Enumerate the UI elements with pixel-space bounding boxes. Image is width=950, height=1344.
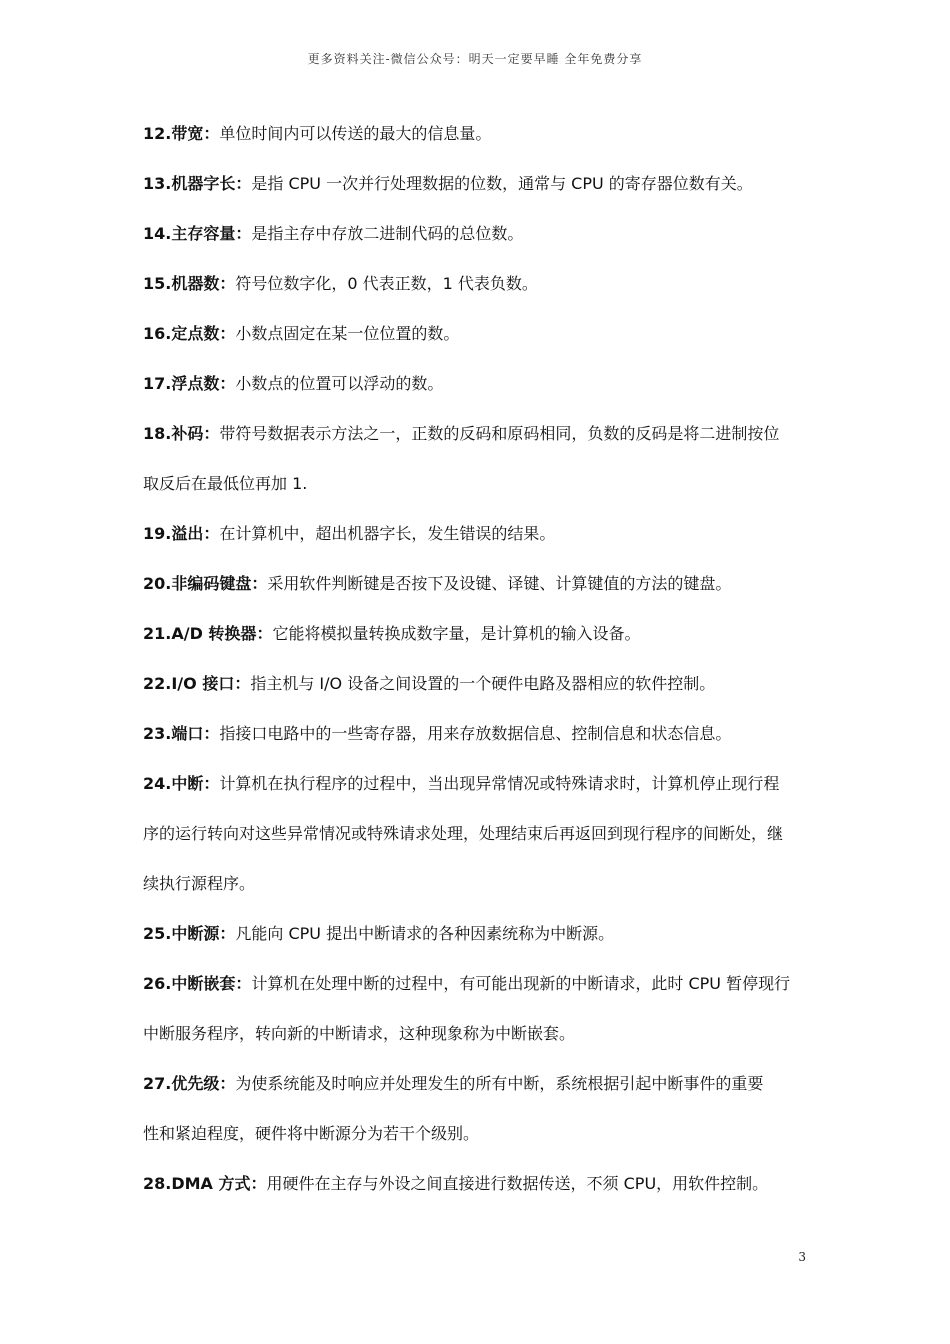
term-entry (143, 372, 813, 396)
term-definition: 指接口电路中的一些寄存器，用来存放数据信息、控制信息和状态信息。 (219, 724, 732, 743)
term-number: 13. (143, 174, 172, 193)
term-separator: ： (219, 924, 236, 943)
term-name: 溢出 (171, 524, 204, 543)
term-line (143, 622, 813, 646)
term-name: 非编码键盘 (171, 574, 252, 593)
terms-list (143, 122, 813, 1222)
term-definition: 指主机与 I/O 设备之间设置的一个硬件电路及器相应的软件控制。 (250, 674, 716, 693)
term-separator: ： (235, 174, 252, 193)
term-label (143, 274, 219, 293)
term-definition: 计算机在处理中断的过程中，有可能出现新的中断请求，此时 CPU 暂停现行 (251, 974, 791, 993)
page-header: 更多资料关注-微信公众号：明天一定要早睡 全年免费分享 (307, 52, 643, 66)
term-separator: ： (203, 724, 220, 743)
term-entry (143, 622, 813, 646)
term-definition: 小数点固定在某一位位置的数。 (235, 324, 460, 343)
term-number: 25. (143, 924, 172, 943)
term-entry (143, 222, 813, 246)
term-number: 12. (143, 124, 172, 143)
term-name: 中断 (171, 774, 204, 793)
term-definition: 计算机在执行程序的过程中，当出现异常情况或特殊请求时，计算机停止现行程 (219, 774, 780, 793)
term-definition: 序的运行转向对这些异常情况或特殊请求处理，处理结束后再返回到现行程序的间断处，继 (143, 824, 784, 843)
term-number: 27. (143, 1074, 172, 1093)
term-entry (143, 122, 813, 146)
term-label (143, 174, 235, 193)
term-separator: ： (219, 374, 236, 393)
term-name: 中断嵌套 (171, 974, 236, 993)
term-entry (143, 422, 813, 496)
term-line (143, 522, 813, 546)
term-line (143, 372, 813, 396)
term-entry (143, 922, 813, 946)
term-name: A/D 转换器 (171, 624, 257, 643)
term-name: 机器数 (171, 274, 220, 293)
term-definition: 单位时间内可以传送的最大的信息量。 (219, 124, 492, 143)
term-separator: ： (203, 774, 220, 793)
term-definition: 性和紧迫程度，硬件将中断源分为若干个级别。 (143, 1124, 480, 1143)
term-label (143, 324, 219, 343)
term-label (143, 974, 235, 993)
term-name: 补码 (171, 424, 204, 443)
term-label (143, 124, 203, 143)
term-number: 26. (143, 974, 172, 993)
term-line (143, 872, 813, 896)
term-entry (143, 972, 813, 1046)
term-label (143, 924, 219, 943)
term-number: 22. (143, 674, 172, 693)
term-separator: ： (235, 974, 252, 993)
term-label (143, 374, 219, 393)
term-entry (143, 1172, 813, 1196)
term-number: 16. (143, 324, 172, 343)
term-number: 23. (143, 724, 172, 743)
term-label (143, 224, 235, 243)
term-label (143, 424, 203, 443)
term-entry (143, 1072, 813, 1146)
term-entry (143, 572, 813, 596)
term-entry (143, 272, 813, 296)
term-label (143, 674, 234, 693)
term-separator: ： (203, 124, 220, 143)
term-definition: 用硬件在主存与外设之间直接进行数据传送，不须 CPU，用软件控制。 (266, 1174, 769, 1193)
page-number: 3 (798, 1250, 806, 1264)
term-line (143, 572, 813, 596)
term-definition: 带符号数据表示方法之一，正数的反码和原码相同，负数的反码是将二进制按位 (219, 424, 780, 443)
term-name: 机器字长 (171, 174, 236, 193)
term-name: 带宽 (171, 124, 204, 143)
term-definition: 在计算机中，超出机器字长，发生错误的结果。 (219, 524, 556, 543)
term-line (143, 222, 813, 246)
term-definition: 中断服务程序，转向新的中断请求，这种现象称为中断嵌套。 (143, 1024, 576, 1043)
term-line (143, 722, 813, 746)
term-label (143, 1174, 251, 1193)
term-definition: 是指 CPU 一次并行处理数据的位数，通常与 CPU 的寄存器位数有关。 (251, 174, 753, 193)
term-number: 14. (143, 224, 172, 243)
term-separator: ： (219, 324, 236, 343)
term-line (143, 422, 813, 446)
term-line (143, 822, 813, 846)
term-definition: 续执行源程序。 (143, 874, 256, 893)
term-name: 定点数 (171, 324, 220, 343)
term-separator: ： (250, 1174, 267, 1193)
term-line (143, 922, 813, 946)
term-label (143, 574, 251, 593)
term-definition: 它能将模拟量转换成数字量，是计算机的输入设备。 (272, 624, 641, 643)
term-line (143, 172, 813, 196)
term-definition: 小数点的位置可以浮动的数。 (235, 374, 444, 393)
term-line (143, 122, 813, 146)
term-separator: ： (219, 1074, 236, 1093)
term-number: 19. (143, 524, 172, 543)
term-entry (143, 522, 813, 546)
term-name: 中断源 (171, 924, 220, 943)
term-line (143, 472, 813, 496)
term-line (143, 272, 813, 296)
term-name: 浮点数 (171, 374, 220, 393)
term-line (143, 1172, 813, 1196)
term-number: 17. (143, 374, 172, 393)
term-line (143, 1022, 813, 1046)
term-label (143, 774, 203, 793)
term-separator: ： (234, 674, 251, 693)
term-separator: ： (219, 274, 236, 293)
term-separator: ： (235, 224, 252, 243)
term-name: I/O 接口 (171, 674, 235, 693)
term-entry (143, 322, 813, 346)
term-number: 18. (143, 424, 172, 443)
term-label (143, 724, 203, 743)
term-separator: ： (251, 574, 268, 593)
term-definition: 符号位数字化，0 代表正数，1 代表负数。 (235, 274, 538, 293)
term-definition: 采用软件判断键是否按下及设键、译键、计算键值的方法的键盘。 (267, 574, 732, 593)
term-separator: ： (203, 424, 220, 443)
term-number: 21. (143, 624, 172, 643)
term-line (143, 322, 813, 346)
term-definition: 取反后在最低位再加 1. (143, 474, 308, 493)
term-definition: 是指主存中存放二进制代码的总位数。 (251, 224, 524, 243)
term-line (143, 772, 813, 796)
term-entry (143, 172, 813, 196)
term-number: 24. (143, 774, 172, 793)
term-label (143, 524, 203, 543)
term-name: 主存容量 (171, 224, 236, 243)
term-entry (143, 672, 813, 696)
term-number: 15. (143, 274, 172, 293)
term-definition: 为使系统能及时响应并处理发生的所有中断，系统根据引起中断事件的重要 (235, 1074, 764, 1093)
term-line (143, 672, 813, 696)
term-name: 端口 (171, 724, 204, 743)
term-name: DMA 方式 (171, 1174, 251, 1193)
term-entry (143, 722, 813, 746)
term-line (143, 972, 813, 996)
term-label (143, 1074, 219, 1093)
term-line (143, 1072, 813, 1096)
term-number: 28. (143, 1174, 172, 1193)
term-name: 优先级 (171, 1074, 220, 1093)
term-line (143, 1122, 813, 1146)
term-number: 20. (143, 574, 172, 593)
term-separator: ： (256, 624, 273, 643)
term-separator: ： (203, 524, 220, 543)
term-label (143, 624, 256, 643)
term-definition: 凡能向 CPU 提出中断请求的各种因素统称为中断源。 (235, 924, 615, 943)
term-entry (143, 772, 813, 896)
